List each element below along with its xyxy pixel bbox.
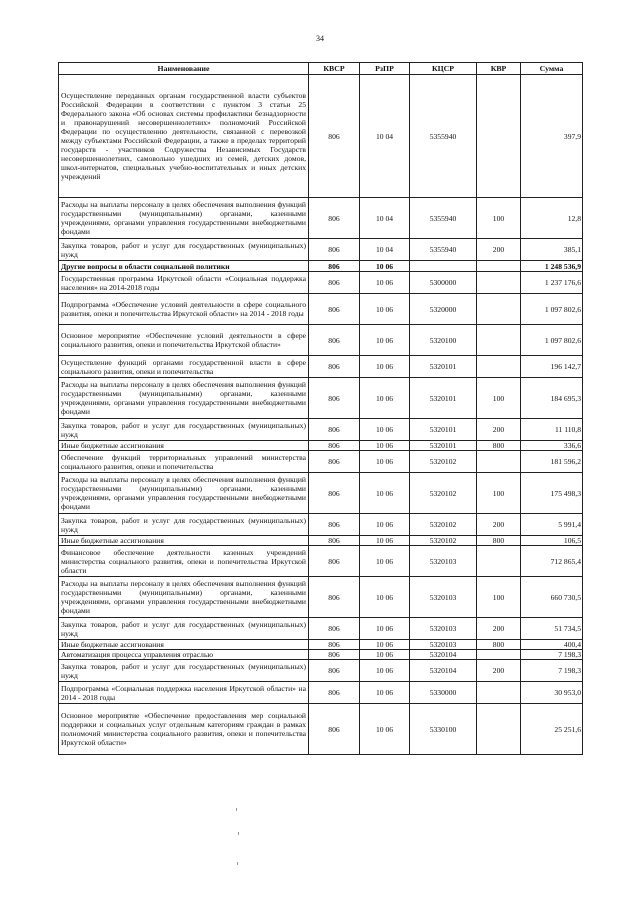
row-kvsr: 806	[309, 261, 360, 272]
row-kvr: 200	[477, 660, 521, 682]
header-sum: Сумма	[521, 63, 583, 75]
table-row	[59, 577, 583, 618]
row-kvr: 100	[477, 473, 521, 514]
row-rzpr: 10 06	[360, 514, 410, 536]
row-name: Иные бюджетные ассигнования	[59, 536, 309, 546]
row-sum: 12,8	[521, 198, 583, 239]
row-kvsr: 806	[309, 75, 360, 198]
row-name: Расходы на выплаты персоналу в целях обеспечения выполнения функций государственными (муниципальными) органами, казенными учреждениями, органами управления государственными внебюджетными фондами	[59, 198, 309, 239]
row-rzpr: 10 06	[360, 682, 410, 704]
row-kcsr: 5320100	[410, 325, 477, 356]
table-row	[59, 650, 583, 660]
row-kcsr: 5300000	[410, 272, 477, 294]
row-name: Расходы на выплаты персоналу в целях обеспечения выполнения функций государственными (муниципальными) органами, казенными учреждениями, органами управления государственными внебюджетными фондами	[59, 378, 309, 419]
row-rzpr: 10 04	[360, 239, 410, 261]
table-row	[59, 356, 583, 378]
row-name: Другие вопросы в области социальной политики	[59, 261, 309, 272]
table-row	[59, 441, 583, 451]
row-kvsr: 806	[309, 325, 360, 356]
row-kvsr: 806	[309, 419, 360, 441]
table-row	[59, 546, 583, 577]
row-sum: 397,9	[521, 75, 583, 198]
row-rzpr: 10 06	[360, 325, 410, 356]
row-kvsr: 806	[309, 650, 360, 660]
row-rzpr: 10 06	[360, 272, 410, 294]
row-kcsr: 5320102	[410, 536, 477, 546]
row-name: Иные бюджетные ассигнования	[59, 640, 309, 650]
row-rzpr: 10 06	[360, 618, 410, 640]
row-rzpr: 10 06	[360, 419, 410, 441]
row-name: Подпрограмма «Социальная поддержка населения Иркутской области» на 2014 - 2018 годы	[59, 682, 309, 704]
row-kvsr: 806	[309, 514, 360, 536]
row-rzpr: 10 06	[360, 577, 410, 618]
row-name: Закупка товаров, работ и услуг для государственных (муниципальных) нужд	[59, 618, 309, 640]
row-name: Закупка товаров, работ и услуг для государственных (муниципальных) нужд	[59, 239, 309, 261]
row-kcsr: 5355940	[410, 239, 477, 261]
row-name: Закупка товаров, работ и услуг для государственных (муниципальных) нужд	[59, 660, 309, 682]
row-kcsr: 5320101	[410, 419, 477, 441]
row-rzpr: 10 06	[360, 640, 410, 650]
row-kvsr: 806	[309, 473, 360, 514]
row-kvr	[477, 272, 521, 294]
row-name: Основное мероприятие «Обеспечение предоставления мер социальной поддержки и социальных услуг отдельным категориям граждан в рамках полномочий министерства социального развития, опеки и попечительства Иркутской области»	[59, 704, 309, 755]
row-rzpr: 10 06	[360, 356, 410, 378]
row-name: Осуществление переданных органам государственной власти субъектов Российской Федерации в соответствии с пунктом 3 статьи 25 Федерального закона «Об основах системы профилактики безнадзорности и правонарушений несовершеннолетних» полномочий Российской Федерации по осуществлению деятельности, связанной с перевозкой между субъектами Российской Федерации, а также в пределах территорий государств - участников Содружества Независимых Государств несовершеннолетних, самовольно ушедших из семей, детских домов, школ-интернатов, специальных учебно-воспитательных и иных детских учреждений	[59, 75, 309, 198]
row-name: Расходы на выплаты персоналу в целях обеспечения выполнения функций государственными (муниципальными) органами, казенными учреждениями, органами управления государственными внебюджетными фондами	[59, 473, 309, 514]
row-rzpr: 10 06	[360, 650, 410, 660]
table-row	[59, 419, 583, 441]
budget-table	[58, 62, 583, 755]
table-row	[59, 640, 583, 650]
table-row	[59, 261, 583, 272]
row-name: Подпрограмма «Обеспечение условий деятельности в сфере социального развития, опеки и попечительства Иркутской области» на 2014 - 2018 годы	[59, 294, 309, 325]
table-row	[59, 514, 583, 536]
row-kcsr: 5320104	[410, 660, 477, 682]
header-kvsr: КВСР	[309, 63, 360, 75]
table-row	[59, 536, 583, 546]
table-row	[59, 618, 583, 640]
table-row	[59, 198, 583, 239]
header-rzpr: РзПР	[360, 63, 410, 75]
table-row	[59, 682, 583, 704]
table-header-row	[59, 63, 583, 75]
row-kvr: 100	[477, 198, 521, 239]
row-sum: 7 198,3	[521, 660, 583, 682]
row-kvsr: 806	[309, 618, 360, 640]
row-kvsr: 806	[309, 198, 360, 239]
row-kvsr: 806	[309, 682, 360, 704]
row-kcsr: 5330100	[410, 704, 477, 755]
row-rzpr: 10 06	[360, 441, 410, 451]
row-kvr	[477, 75, 521, 198]
header-name: Наименование	[59, 63, 309, 75]
row-kvr	[477, 261, 521, 272]
row-rzpr: 10 06	[360, 536, 410, 546]
row-kcsr: 5355940	[410, 198, 477, 239]
row-kcsr: 5320102	[410, 514, 477, 536]
table-row	[59, 451, 583, 473]
row-sum: 7 198,3	[521, 650, 583, 660]
row-rzpr: 10 06	[360, 261, 410, 272]
row-kcsr: 5320000	[410, 294, 477, 325]
row-rzpr: 10 06	[360, 546, 410, 577]
row-name: Осуществление функций органами государственной власти в сфере социального развития, опеки и попечительства	[59, 356, 309, 378]
row-name: Закупка товаров, работ и услуг для государственных (муниципальных) нужд	[59, 419, 309, 441]
row-kvr	[477, 682, 521, 704]
row-kvsr: 806	[309, 441, 360, 451]
row-kvr: 800	[477, 536, 521, 546]
row-rzpr: 10 06	[360, 473, 410, 514]
row-name: Автоматизация процесса управления отраслью	[59, 650, 309, 660]
table-row	[59, 75, 583, 198]
row-kvr	[477, 451, 521, 473]
row-sum: 175 498,3	[521, 473, 583, 514]
row-sum: 30 953,0	[521, 682, 583, 704]
row-kcsr: 5320102	[410, 473, 477, 514]
row-sum: 184 695,3	[521, 378, 583, 419]
table-row	[59, 704, 583, 755]
row-kvr: 200	[477, 419, 521, 441]
row-sum: 1 237 176,6	[521, 272, 583, 294]
row-kvsr: 806	[309, 294, 360, 325]
row-sum: 5 991,4	[521, 514, 583, 536]
scan-mark	[238, 832, 239, 835]
row-kvr: 200	[477, 239, 521, 261]
row-sum: 1 097 802,6	[521, 294, 583, 325]
row-kvsr: 806	[309, 451, 360, 473]
row-sum: 400,4	[521, 640, 583, 650]
row-kcsr: 5320101	[410, 378, 477, 419]
row-name: Финансовое обеспечение деятельности казенных учреждений министерства социального развития, опеки и попечительства Иркутской области	[59, 546, 309, 577]
header-kcsr: КЦСР	[410, 63, 477, 75]
scan-mark	[237, 862, 238, 865]
row-kcsr: 5320103	[410, 618, 477, 640]
row-kvsr: 806	[309, 577, 360, 618]
row-kcsr	[410, 261, 477, 272]
row-kcsr: 5330000	[410, 682, 477, 704]
table-row	[59, 325, 583, 356]
row-kvr	[477, 546, 521, 577]
row-sum: 1 097 802,6	[521, 325, 583, 356]
table-body	[59, 75, 583, 755]
row-name: Расходы на выплаты персоналу в целях обеспечения выполнения функций государственными (муниципальными) органами, казенными учреждениями, органами управления государственными внебюджетными фондами	[59, 577, 309, 618]
scan-mark	[236, 808, 237, 811]
row-kcsr: 5320102	[410, 451, 477, 473]
row-kvsr: 806	[309, 378, 360, 419]
row-kvsr: 806	[309, 239, 360, 261]
row-kvr: 800	[477, 640, 521, 650]
row-sum: 336,6	[521, 441, 583, 451]
row-rzpr: 10 06	[360, 294, 410, 325]
row-kvsr: 806	[309, 546, 360, 577]
row-name: Закупка товаров, работ и услуг для государственных (муниципальных) нужд	[59, 514, 309, 536]
row-kvsr: 806	[309, 272, 360, 294]
row-sum: 712 865,4	[521, 546, 583, 577]
row-rzpr: 10 06	[360, 660, 410, 682]
row-rzpr: 10 04	[360, 75, 410, 198]
row-kvsr: 806	[309, 536, 360, 546]
table-row	[59, 660, 583, 682]
row-kvr: 800	[477, 441, 521, 451]
row-sum: 196 142,7	[521, 356, 583, 378]
row-kcsr: 5320101	[410, 441, 477, 451]
row-name: Обеспечение функций территориальных управлений министерства социального развития, опеки и попечительства	[59, 451, 309, 473]
row-name: Государственная программа Иркутской области «Социальная поддержка населения» на 2014-2018 годы	[59, 272, 309, 294]
row-sum: 660 730,5	[521, 577, 583, 618]
row-kvr: 100	[477, 378, 521, 419]
table-row	[59, 272, 583, 294]
header-kvr: КВР	[477, 63, 521, 75]
row-rzpr: 10 06	[360, 378, 410, 419]
row-kvr: 100	[477, 577, 521, 618]
row-sum: 1 248 536,9	[521, 261, 583, 272]
row-kcsr: 5320104	[410, 650, 477, 660]
row-kvr: 200	[477, 618, 521, 640]
row-sum: 25 251,6	[521, 704, 583, 755]
table-row	[59, 378, 583, 419]
row-kvsr: 806	[309, 660, 360, 682]
row-kcsr: 5320103	[410, 546, 477, 577]
table-row	[59, 294, 583, 325]
table-row	[59, 239, 583, 261]
row-name: Иные бюджетные ассигнования	[59, 441, 309, 451]
row-sum: 106,5	[521, 536, 583, 546]
row-kvr: 200	[477, 514, 521, 536]
row-kvsr: 806	[309, 704, 360, 755]
row-kvr	[477, 704, 521, 755]
row-sum: 11 110,8	[521, 419, 583, 441]
row-kvsr: 806	[309, 356, 360, 378]
row-kvr	[477, 294, 521, 325]
row-name: Основное мероприятие «Обеспечение условий деятельности в сфере социального развития, опеки и попечительства Иркутской области»	[59, 325, 309, 356]
row-sum: 385,1	[521, 239, 583, 261]
row-rzpr: 10 06	[360, 451, 410, 473]
table-row	[59, 473, 583, 514]
row-kvr	[477, 325, 521, 356]
row-sum: 51 734,5	[521, 618, 583, 640]
row-kvsr: 806	[309, 640, 360, 650]
row-rzpr: 10 04	[360, 198, 410, 239]
row-kcsr: 5320103	[410, 577, 477, 618]
row-kcsr: 5320101	[410, 356, 477, 378]
row-kvr	[477, 356, 521, 378]
row-sum: 181 596,2	[521, 451, 583, 473]
row-kvr	[477, 650, 521, 660]
row-kcsr: 5355940	[410, 75, 477, 198]
row-rzpr: 10 06	[360, 704, 410, 755]
row-kcsr: 5320103	[410, 640, 477, 650]
page-number: 34	[316, 34, 324, 43]
